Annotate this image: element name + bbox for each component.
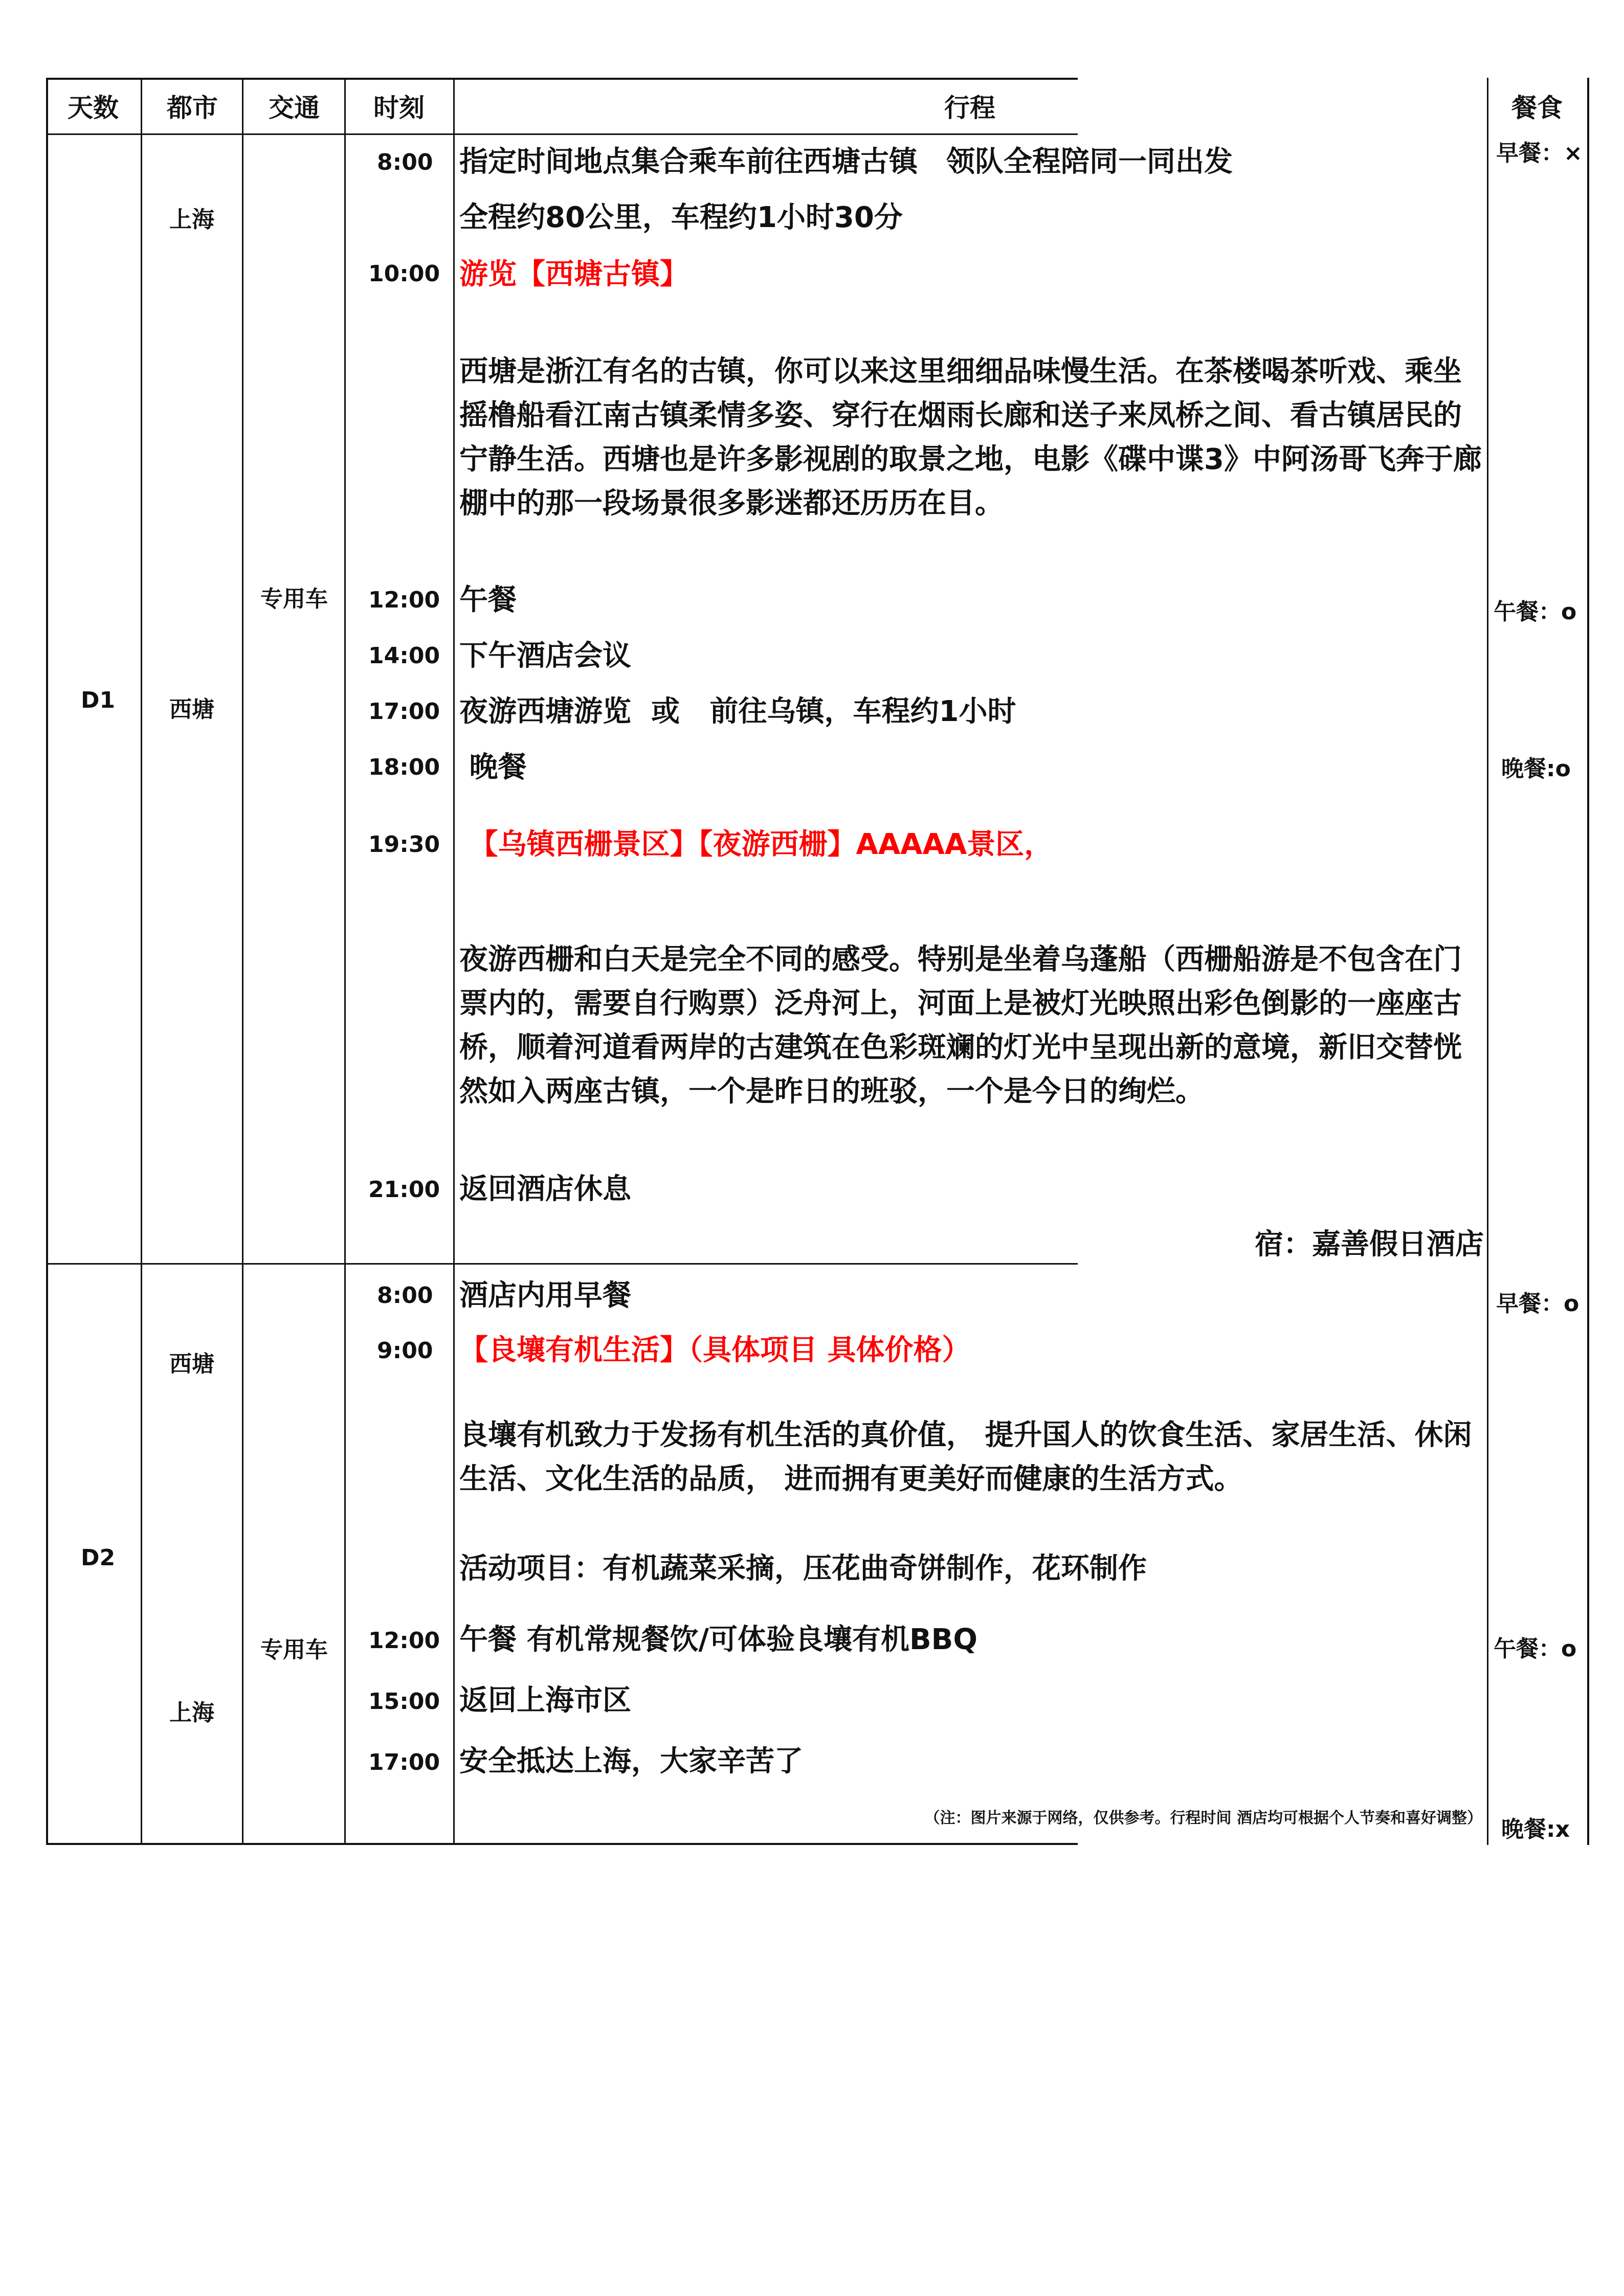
header-itinerary: 行程 — [944, 93, 995, 123]
header-city: 都市 — [167, 93, 218, 123]
itinerary-item: 活动项目：有机蔬菜采摘，压花曲奇饼制作，花环制作 — [459, 1552, 1147, 1585]
time-label: 12:00 — [368, 1628, 440, 1654]
itinerary-item: 游览【西塘古镇】 — [459, 258, 688, 291]
time-label: 18:00 — [368, 754, 440, 780]
header-time: 时刻 — [373, 93, 425, 123]
itinerary-item: 晚餐 — [459, 751, 527, 784]
time-label: 17:00 — [368, 699, 440, 725]
table-border-bottom — [46, 1843, 1078, 1845]
table-border-right — [1587, 78, 1589, 1845]
itinerary-item: 全程约80公里，车程约1小时30分 — [459, 201, 903, 234]
table-border-left — [46, 78, 48, 1845]
itinerary-item: 午餐 — [459, 583, 517, 617]
header-divider — [46, 133, 1078, 135]
itinerary-item: 返回酒店休息 — [459, 1173, 631, 1206]
meal-lunch: 午餐：o — [1494, 599, 1577, 625]
meal-lunch: 午餐：o — [1494, 1636, 1577, 1662]
city-label: 西塘 — [169, 696, 214, 723]
day-divider — [46, 1263, 1078, 1265]
day-label: D2 — [81, 1545, 116, 1571]
time-label: 17:00 — [368, 1749, 440, 1775]
time-label: 8:00 — [377, 149, 433, 175]
itinerary-item: 夜游西塘游览 或 前往乌镇，车程约1小时 — [459, 695, 1016, 728]
city-label: 西塘 — [169, 1351, 214, 1377]
hotel-info: 宿：嘉善假日酒店 — [1255, 1228, 1484, 1261]
itinerary-item: 下午酒店会议 — [459, 639, 631, 672]
footnote: （注：图片来源于网络，仅供参考。行程时间 酒店均可根据个人节奏和喜好调整） — [924, 1809, 1482, 1827]
itinerary-item: 返回上海市区 — [459, 1684, 631, 1717]
itinerary-description: 西塘是浙江有名的古镇，你可以来这里细细品味慢生活。在茶楼喝茶听戏、乘坐摇橹船看江南古镇柔情多姿、穿行在烟雨长廊和送子来凤桥之间、看古镇居民的宁静生活。西塘也是许多影视剧的取景之地，电影《碟中谍3》中阿汤哥飞奔于廊棚中的那一段场景很多影迷都还历历在目。 — [459, 355, 1482, 520]
header-day: 天数 — [68, 93, 119, 123]
meal-breakfast: 早餐：× — [1496, 140, 1583, 166]
header-transport: 交通 — [269, 93, 320, 123]
itinerary-description: 夜游西栅和白天是完全不同的感受。特别是坐着乌蓬船（西栅船游是不包含在门票内的，需要自行购票）泛舟河上，河面上是被灯光映照出彩色倒影的一座座古桥，顺着河道看两岸的古建筑在色彩斑斓的灯光中呈现出新的意境，新旧交替恍然如入两座古镇，一个是昨日的班驳，一个是今日的绚烂。 — [459, 943, 1462, 1108]
meal-dinner: 晚餐:o — [1501, 756, 1571, 782]
itinerary-item: 安全抵达上海，大家辛苦了 — [459, 1745, 803, 1778]
itinerary-item: 【乌镇西栅景区】【夜游西栅】AAAAA景区， — [459, 828, 1053, 861]
itinerary-item: 午餐 有机常规餐饮/可体验良壤有机BBQ — [459, 1623, 977, 1656]
time-label: 15:00 — [368, 1689, 440, 1715]
meal-breakfast: 早餐：o — [1496, 1291, 1579, 1317]
itinerary-item: 指定时间地点集合乘车前往西塘古镇 领队全程陪同一同出发 — [459, 145, 1233, 178]
transport-label: 专用车 — [260, 1637, 328, 1663]
time-label: 12:00 — [368, 587, 440, 613]
table-border-top — [46, 78, 1078, 80]
time-label: 14:00 — [368, 643, 440, 669]
itinerary-description: 良壤有机致力于发扬有机生活的真价值， 提升国人的饮食生活、家居生活、休闲生活、文化生活的品质， 进而拥有更美好而健康的生活方式。 — [459, 1419, 1472, 1496]
column-divider — [344, 78, 346, 1845]
meal-dinner: 晚餐:x — [1501, 1816, 1570, 1842]
header-meals: 餐食 — [1511, 93, 1563, 123]
time-label: 10:00 — [368, 261, 440, 287]
time-label: 8:00 — [377, 1282, 433, 1309]
time-label: 21:00 — [368, 1177, 440, 1203]
day-label: D1 — [81, 687, 116, 713]
city-label: 上海 — [169, 207, 214, 233]
column-divider — [242, 78, 243, 1845]
column-divider — [141, 78, 142, 1845]
time-label: 19:30 — [368, 831, 440, 858]
column-divider — [453, 78, 455, 1845]
transport-label: 专用车 — [260, 586, 328, 612]
time-label: 9:00 — [377, 1338, 433, 1364]
itinerary-item: 酒店内用早餐 — [459, 1279, 631, 1312]
city-label: 上海 — [169, 1700, 214, 1726]
itinerary-item: 【良壤有机生活】（具体项目 具体价格） — [459, 1334, 971, 1367]
